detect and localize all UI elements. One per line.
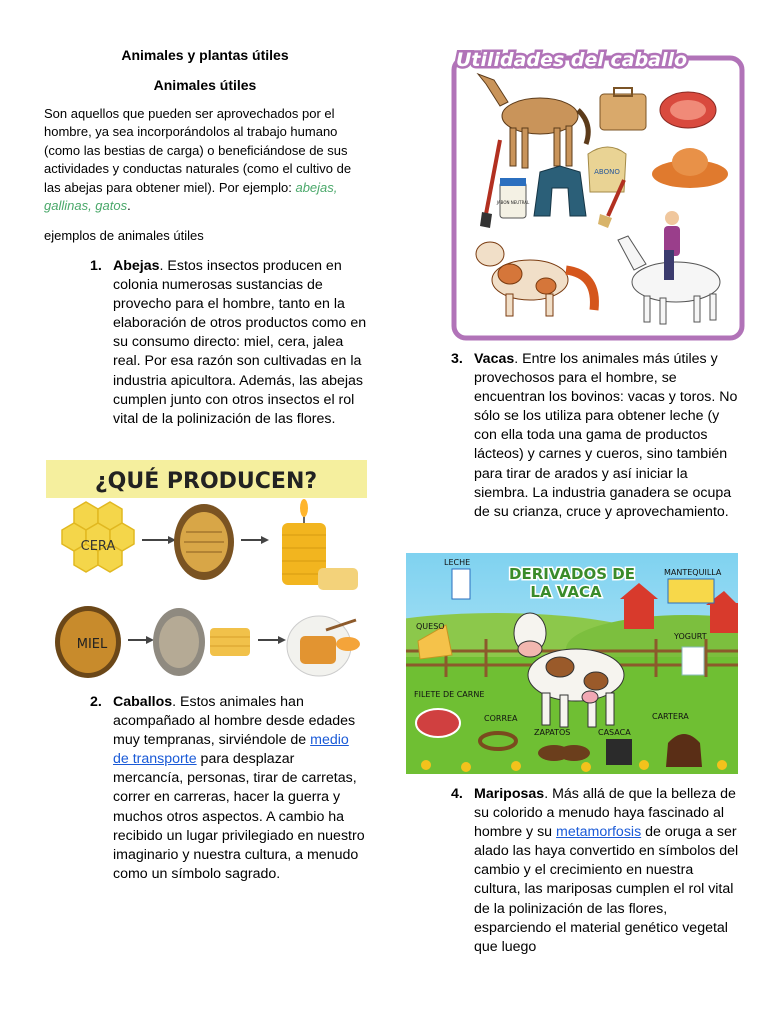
- transport-link[interactable]: medio de transporte: [113, 732, 349, 768]
- section-title: Animales útiles: [153, 77, 257, 93]
- label-casaca: CASACA: [598, 728, 631, 737]
- intro-paragraph: Son aquellos que pueden ser aprovechados por el hombre, ya sea incorporándolos al trabajo humano (como las bestias de carga) o beneficiándose de sus actividades y conductas naturales (como el cultivo de las abejas para obtener miel). Por ejemplo: abejas, gallinas, gatos.: [44, 106, 352, 214]
- horse-uses-image: [448, 44, 746, 342]
- bee-image-title: ¿QUÉ PRODUCEN?: [94, 469, 318, 494]
- label-filete: FILETE DE CARNE: [414, 690, 485, 699]
- list-item-vacas: 3. Vacas. Entre los animales más útiles y provechosos para el hombre, se encuentran los bovinos: vacas y toros. No sólo se los utiliza para obtener leche (y con ella toda una gama de productos lácteos) y carnes y cueros, sino también para tirar de arados y así iniciar la siembra. La industria ganadera se ocupa de su crianza, cruce y aprovechamiento.: [451, 351, 738, 520]
- cow-derivatives-image: [406, 553, 738, 774]
- label-mantequilla: MANTEQUILLA: [664, 568, 722, 577]
- label-correa: CORREA: [484, 714, 518, 723]
- horse-image-title: Utilidades del caballo: [456, 49, 688, 71]
- abono-label: ABONO: [594, 168, 620, 176]
- miel-label: MIEL: [76, 637, 108, 652]
- examples-label: ejemplos de animales útiles: [44, 228, 204, 243]
- cow-image-title-2: LA VACA: [530, 583, 602, 601]
- cera-label: CERA: [80, 539, 116, 554]
- label-leche: LECHE: [444, 558, 471, 567]
- bee-products-image: [46, 460, 367, 682]
- page-title: Animales y plantas útiles: [121, 47, 289, 63]
- list-item-caballos: 2. Caballos. Estos animales han acompañado al hombre desde edades muy tempranas, sirviéndole de medio de transporte para desplazar mercancía, personas, tirar de carretas, correr en carreras, hacer la guerra y muchos otros aspectos. A cambio ha recibido un lugar privilegiado en nuestro imaginario y nuestra cultura, a menudo como un símbolo sagrado.: [90, 694, 365, 882]
- cow-image-title-1: DERIVADOS DE: [509, 565, 635, 583]
- label-yogurt: YOGURT: [674, 632, 707, 641]
- list-item-mariposas: 4. Mariposas. Más allá de que la belleza de su colorido a menudo haya fascinado al hombre y su metamorfosis de oruga a ser alado las haya convertido en símbolos del cambio y el crecimiento en nuestra cultura, las mariposas cumplen el rol vital de la polinización de las flores, esparciendo el material genético vegetal que luego: [451, 786, 739, 955]
- metamorfosis-link[interactable]: metamorfosis: [556, 824, 642, 841]
- examples-text: abejas, gallinas, gatos: [44, 179, 338, 214]
- jar-label: JABON NEUTRAL: [496, 200, 530, 205]
- label-queso: QUESO: [416, 622, 445, 631]
- label-cartera: CARTERA: [652, 712, 689, 721]
- list-item-abejas: 1. Abejas. Estos insectos producen en colonia numerosas sustancias de provecho para el hombre, tanto en la elaboración de otros productos como en su consumo directo: miel, cera, jalea real. Por esa razón son cultivadas en la industria apicultora. Además, las abejas cumplen junto con otros insectos el rol vital de la polinización de las flores.: [90, 258, 367, 427]
- label-zapatos: ZAPATOS: [534, 728, 571, 737]
